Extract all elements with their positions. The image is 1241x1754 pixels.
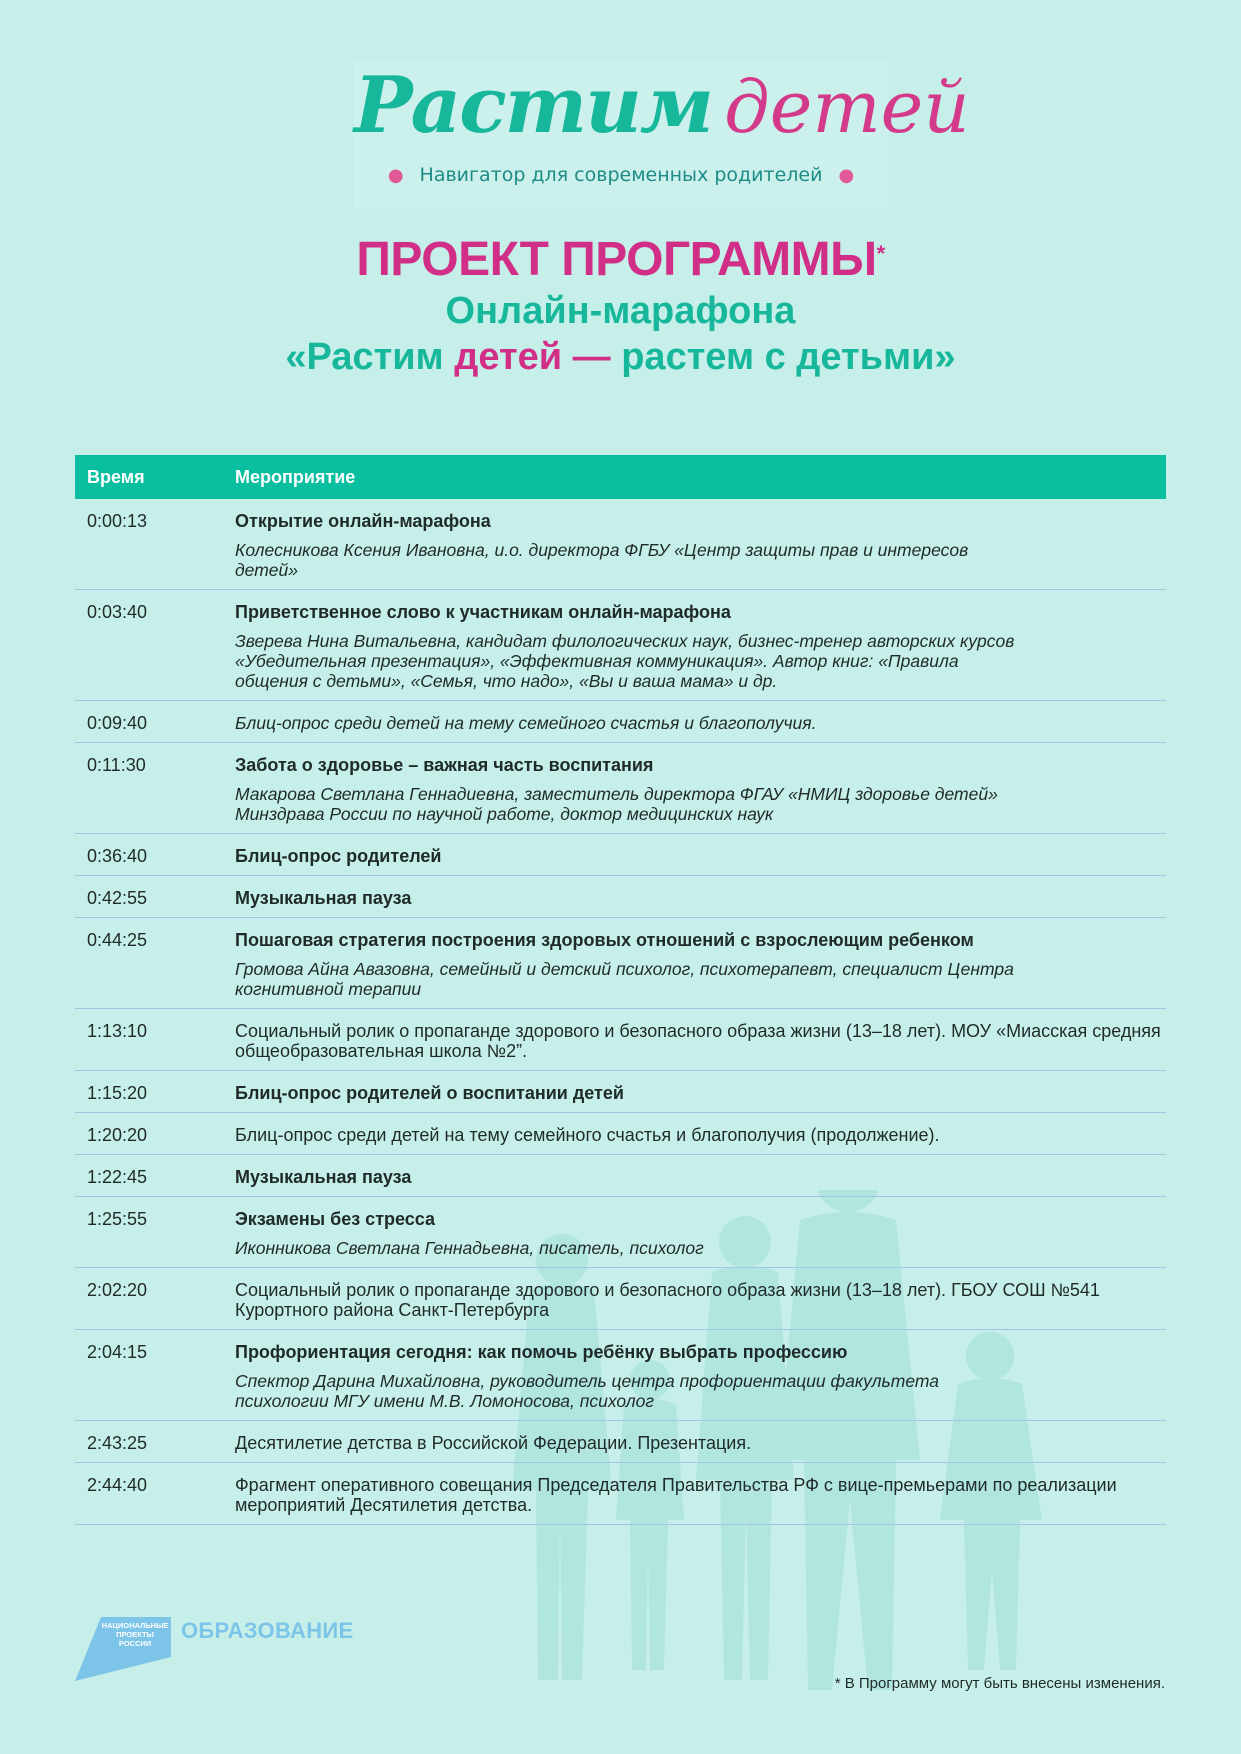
row-event bbox=[235, 1280, 1166, 1320]
page-title bbox=[0, 232, 1241, 380]
bullet-dot-icon: ● bbox=[387, 165, 404, 186]
row-time: 0:44:25 bbox=[87, 930, 148, 950]
row-event bbox=[235, 713, 1166, 733]
table-row bbox=[75, 1071, 1166, 1113]
table-row bbox=[75, 1268, 1166, 1330]
title-line-3-open: «Растим bbox=[285, 336, 455, 378]
national-projects-logo-icon bbox=[75, 1617, 171, 1681]
row-time: 0:42:55 bbox=[87, 888, 148, 908]
row-time: 1:20:20 bbox=[87, 1125, 148, 1145]
row-time: 0:36:40 bbox=[87, 846, 148, 866]
title-line-2: Онлайн-марафона bbox=[445, 290, 796, 332]
schedule-table bbox=[75, 455, 1166, 1525]
event-speaker: Колесникова Ксения Ивановна, и.о. директора ФГБУ «Центр защиты прав и интересов детей» bbox=[235, 540, 969, 580]
row-event bbox=[235, 1342, 1166, 1411]
row-event bbox=[235, 511, 1166, 580]
table-row bbox=[75, 1197, 1166, 1268]
event-speaker: Иконникова Светлана Геннадьевна, писатель, психолог bbox=[235, 1238, 704, 1258]
event-title: Музыкальная пауза bbox=[235, 1167, 412, 1187]
footnote: * В Программу могут быть внесены изменения. bbox=[834, 1675, 1165, 1692]
row-time: 1:13:10 bbox=[87, 1021, 148, 1041]
row-event bbox=[235, 1433, 1166, 1453]
row-event bbox=[235, 930, 1166, 999]
event-title: Фрагмент оперативного совещания Председателя Правительства РФ с вице-премьерами по реализации мероприятий Десятилетия детства. bbox=[235, 1475, 1117, 1515]
table-row bbox=[75, 590, 1166, 701]
event-speaker: Макарова Светлана Геннадиевна, заместитель директора ФГАУ «НМИЦ здоровье детей» Минздрава России по научной работе, доктор медицинских наук bbox=[235, 784, 998, 824]
table-row bbox=[75, 1421, 1166, 1463]
row-time: 0:09:40 bbox=[87, 713, 148, 733]
row-time: 1:22:45 bbox=[87, 1167, 148, 1187]
title-line-3 bbox=[0, 334, 1241, 380]
row-time: 0:03:40 bbox=[87, 602, 148, 622]
table-row bbox=[75, 1113, 1166, 1155]
event-title: Блиц-опрос родителей bbox=[235, 846, 442, 866]
table-header bbox=[75, 455, 1166, 499]
event-title: Блиц-опрос родителей о воспитании детей bbox=[235, 1083, 624, 1103]
event-title: Профориентация сегодня: как помочь ребёнку выбрать профессию bbox=[235, 1342, 848, 1362]
logo-tagline bbox=[354, 164, 888, 186]
row-time: 1:15:20 bbox=[87, 1083, 148, 1103]
event-title: Блиц-опрос среди детей на тему семейного счастья и благополучия (продолжение). bbox=[235, 1125, 940, 1145]
row-event bbox=[235, 755, 1166, 824]
header-event: Мероприятие bbox=[235, 466, 356, 487]
table-row bbox=[75, 1330, 1166, 1421]
logo-wordmark bbox=[354, 60, 970, 151]
row-time: 2:04:15 bbox=[87, 1342, 148, 1362]
logo-word-1: Растим bbox=[354, 60, 713, 151]
header-time: Время bbox=[87, 466, 145, 487]
event-speaker: Зверева Нина Витальевна, кандидат филологических наук, бизнес-тренер авторских курсов «Убедительная презентация», «Эффективная коммуникация». Автор книг: «Правила общения с детьми», «Семья, что надо», «Вы и ваша мама» и др. bbox=[235, 631, 1015, 691]
title-line-3-close: растем с детьми» bbox=[621, 336, 956, 378]
title-main-text: ПРОЕКТ ПРОГРАММЫ bbox=[356, 233, 877, 286]
event-title: Социальный ролик о пропаганде здорового и безопасного образа жизни (13–18 лет). ГБОУ СОШ №541 Курортного района Санкт-Петербурга bbox=[235, 1280, 1100, 1320]
row-time: 2:43:25 bbox=[87, 1433, 148, 1453]
title-main bbox=[0, 232, 1241, 288]
national-project-label: ОБРАЗОВАНИЕ bbox=[181, 1618, 354, 1643]
row-event bbox=[235, 1083, 1166, 1103]
svg-text:НАЦИОНАЛЬНЫЕ: НАЦИОНАЛЬНЫЕ bbox=[101, 1621, 169, 1630]
table-row bbox=[75, 701, 1166, 743]
row-time: 0:11:30 bbox=[87, 755, 146, 775]
event-title: Десятилетие детства в Российской Федерации. Презентация. bbox=[235, 1433, 752, 1453]
logo-word-2: детей bbox=[724, 65, 970, 149]
table-row bbox=[75, 1009, 1166, 1071]
event-title: Приветственное слово к участникам онлайн-марафона bbox=[235, 602, 731, 622]
row-time: 0:00:13 bbox=[87, 511, 148, 531]
event-speaker: Громова Айна Авазовна, семейный и детский психолог, психотерапевт, специалист Центра когнитивной терапии bbox=[235, 959, 1014, 999]
event-title: Социальный ролик о пропаганде здорового и безопасного образа жизни (13–18 лет). МОУ «Миасская средняя общеобразовательная школа №2”. bbox=[235, 1021, 1161, 1061]
row-event bbox=[235, 1209, 1166, 1258]
table-row bbox=[75, 876, 1166, 918]
table-row bbox=[75, 499, 1166, 590]
event-title: Открытие онлайн-марафона bbox=[235, 511, 491, 531]
row-event bbox=[235, 846, 1166, 866]
event-title: Экзамены без стресса bbox=[235, 1209, 436, 1229]
row-event bbox=[235, 1125, 1166, 1145]
event-title: Музыкальная пауза bbox=[235, 888, 412, 908]
svg-text:РОССИИ: РОССИИ bbox=[118, 1639, 152, 1648]
row-event bbox=[235, 1021, 1166, 1061]
title-line-3-pink: детей — bbox=[454, 336, 622, 378]
logo-tagline-text: Навигатор для современных родителей bbox=[419, 164, 823, 186]
event-title: Забота о здоровье – важная часть воспитания bbox=[235, 755, 654, 775]
table-row bbox=[75, 918, 1166, 1009]
row-time: 2:44:40 bbox=[87, 1475, 148, 1495]
row-time: 2:02:20 bbox=[87, 1280, 148, 1300]
event-speaker: Блиц-опрос среди детей на тему семейного счастья и благополучия. bbox=[235, 713, 817, 733]
row-event bbox=[235, 1475, 1166, 1515]
event-title: Пошаговая стратегия построения здоровых отношений с взрослеющим ребенком bbox=[235, 930, 974, 950]
table-row bbox=[75, 1155, 1166, 1197]
row-time: 1:25:55 bbox=[87, 1209, 148, 1229]
table-row bbox=[75, 743, 1166, 834]
row-event bbox=[235, 602, 1166, 691]
table-row bbox=[75, 1463, 1166, 1525]
table-body bbox=[75, 499, 1166, 1525]
logo bbox=[354, 60, 970, 208]
bullet-dot-icon: ● bbox=[838, 165, 855, 186]
table-row bbox=[75, 834, 1166, 876]
row-event bbox=[235, 1167, 1166, 1187]
svg-text:ПРОЕКТЫ: ПРОЕКТЫ bbox=[116, 1630, 154, 1639]
row-event bbox=[235, 888, 1166, 908]
event-speaker: Спектор Дарина Михайловна, руководитель центра профориентации факультета психологии МГУ имени М.В. Ломоносова, психолог bbox=[235, 1371, 939, 1411]
title-asterisk: * bbox=[876, 241, 885, 266]
